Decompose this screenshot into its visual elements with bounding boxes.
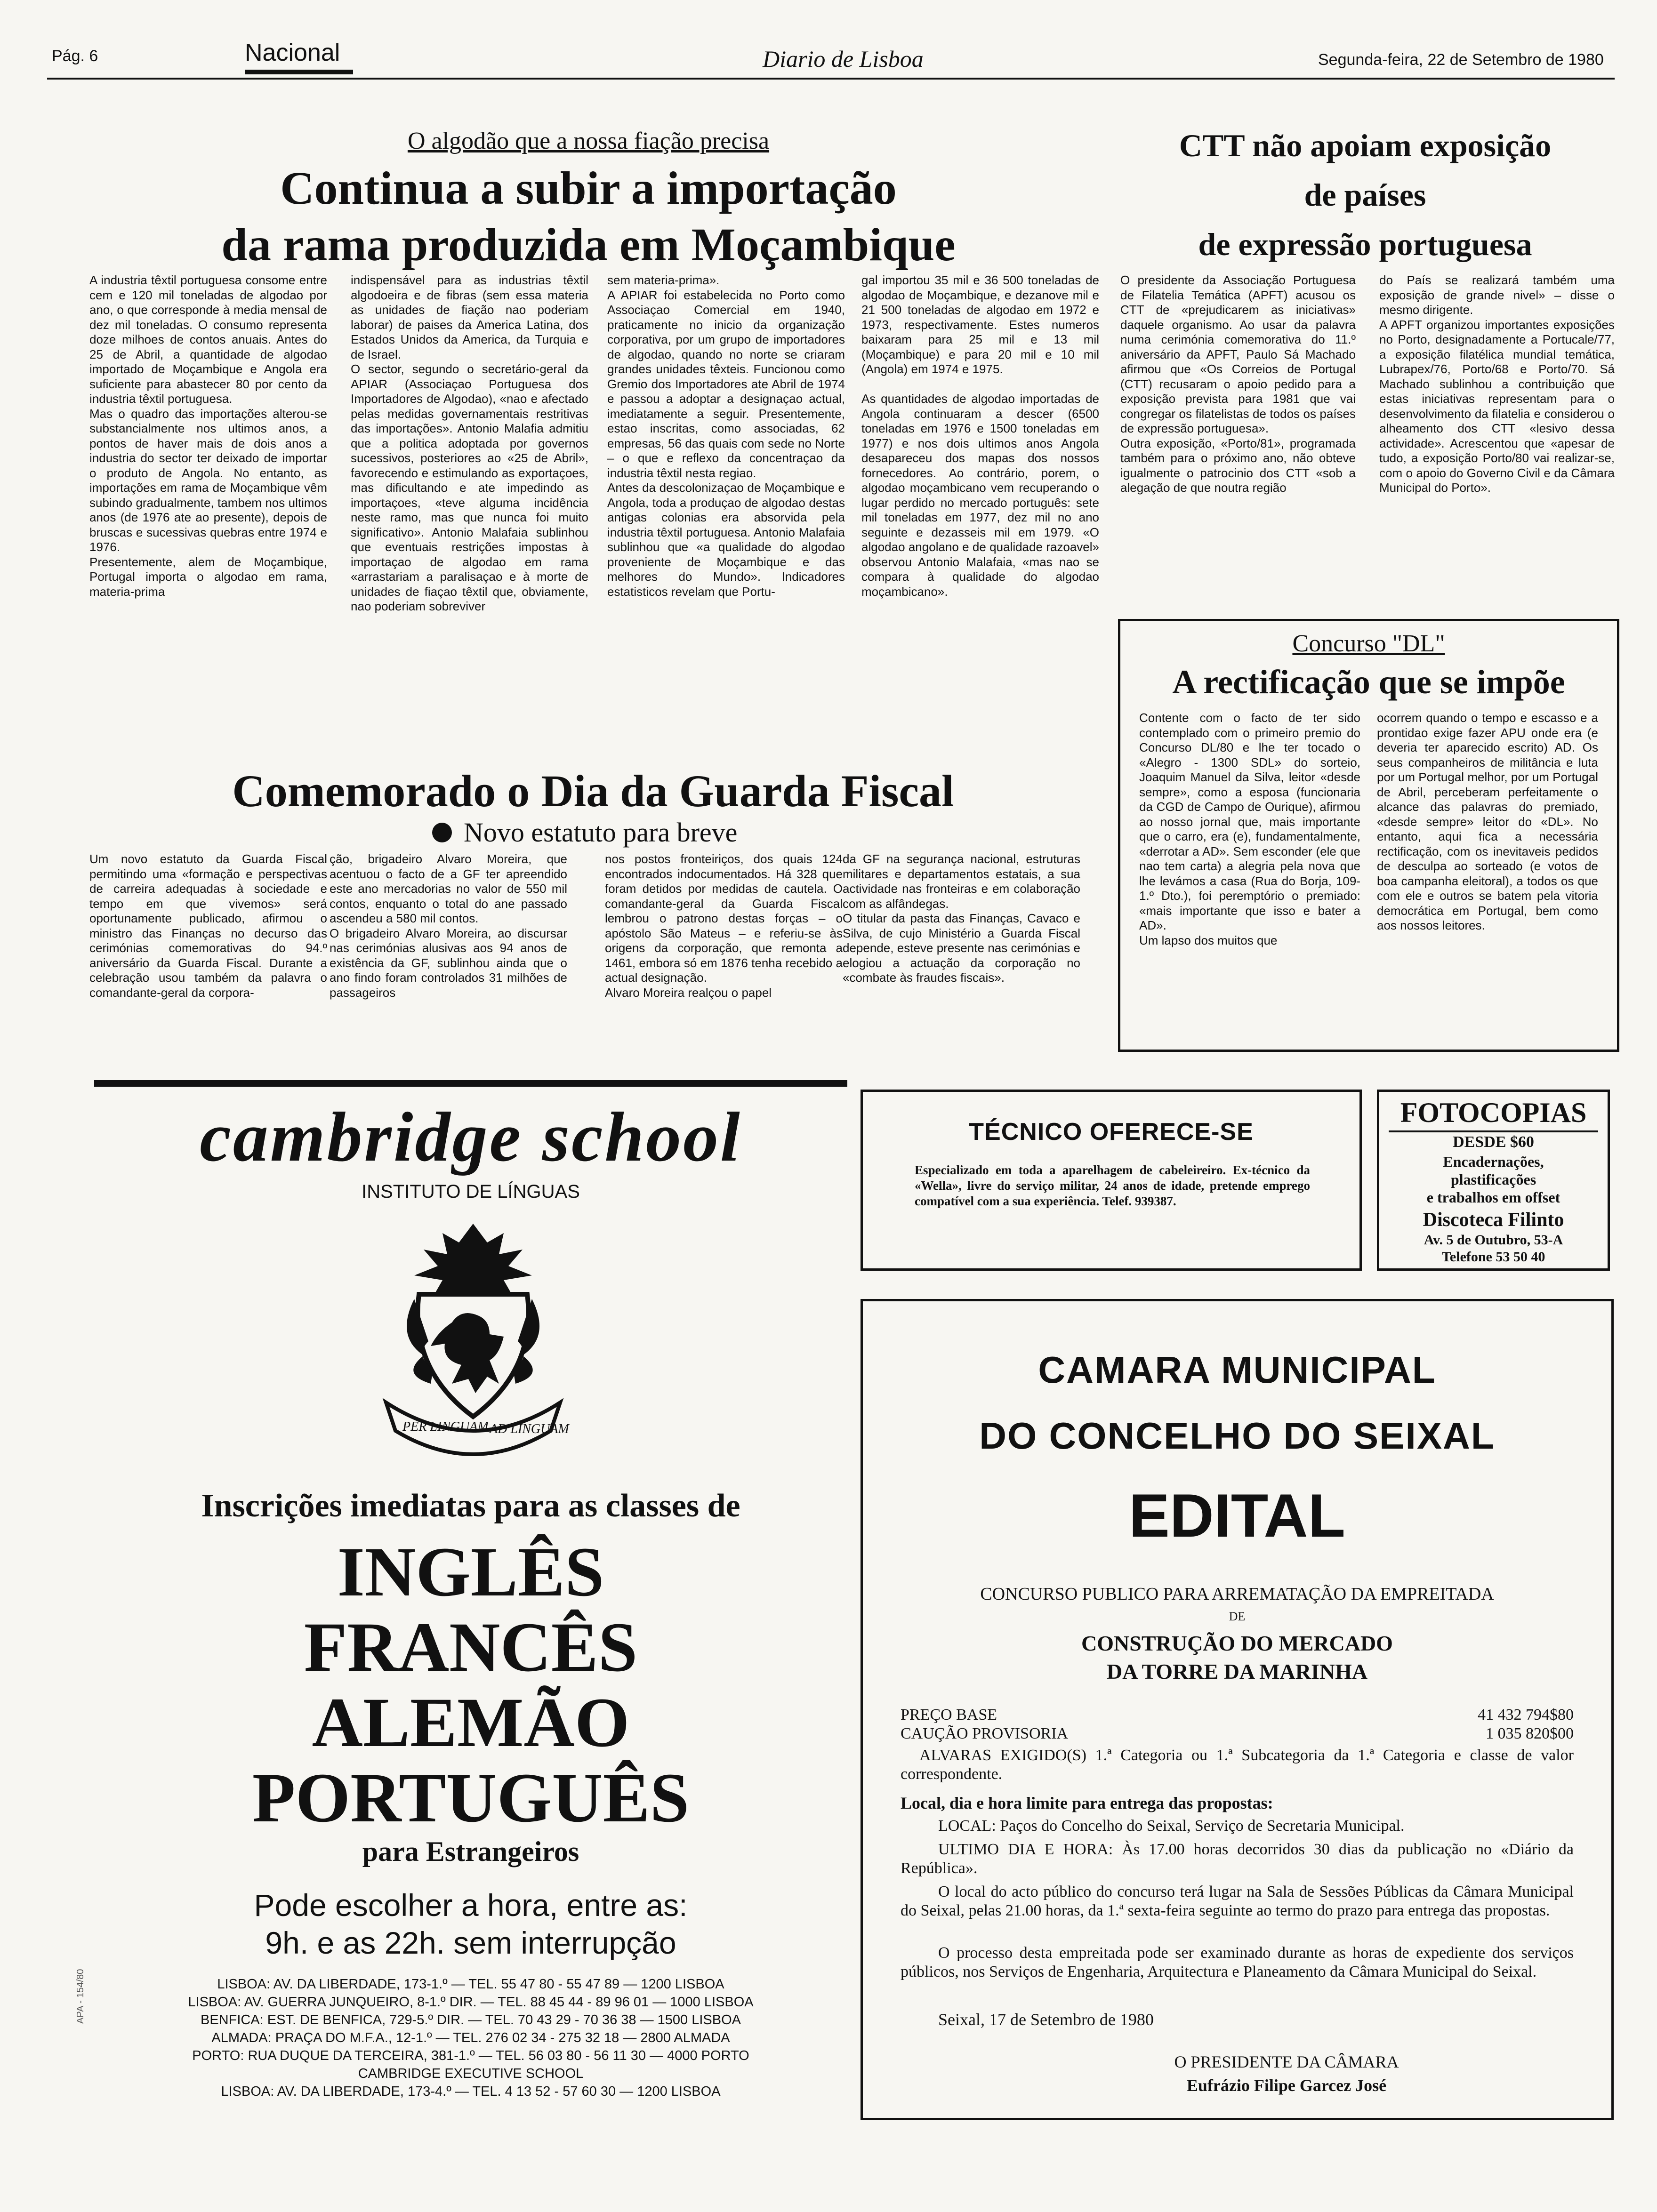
presidente-nome: Eufrázio Filipe Garcez José (1186, 2076, 1387, 2095)
article-column: A industria têxtil portuguesa consome entre cem e 120 mil toneladas de algodao por ano, o que corresponde à media mensal de dez mil toneladas. O consumo representa doze milhoes de contos anuais. Antes do 25 de Abril, a quantidade de algodao importado de Moçambique e Angola era suficiente para abastecer 80 por cento da industria têxtil portuguesa. Mas o quadro das importações alterou-se substancialmente nos ultimos anos, a pontos de haver mais de dois anos a industria do sector ter deixado de importar o produto de Angola. No entanto, as importações em rama de Moçambique vêm subindo gradualmente, tambem nos ultimos anos (de 1976 ate ao presente), depois de bruscas e sucessivas quebras entre 1974 e 1976. Presentemente, alem de Moçambique, Portugal importa o algodao em rama, materia-prima (89, 273, 327, 599)
local: LOCAL: Paços do Concelho do Seixal, Serviço de Secretaria Municipal. (938, 1817, 1405, 1835)
caucao-value: 1 035 820$00 (1486, 1725, 1574, 1742)
language-alemao: ALEMÃO (312, 1683, 630, 1762)
ad-line: e trabalhos em offset (1426, 1189, 1560, 1206)
kicker: O algodão que a nossa fiação precisa (407, 128, 770, 154)
address-line: ALMADA: PRAÇA DO M.F.A., 12-1.º — TEL. 276 02 34 - 275 32 18 — 2800 ALMADA (211, 2030, 730, 2045)
kicker: Concurso "DL" (1292, 630, 1445, 657)
article-column: gal importou 35 mil e 36 500 toneladas de algodao de Moçambique, e dezanove mil e 21 500 toneladas de algodao em 1972 e 1973, respectivamente. Estes numeros baixaram para 25 mil e 13 mil (Moçambique) e para 20 mil e 10 mil (Angola) em 1974 e 1975. As quantidades de algodao importadas de Angola continuaram a descer (6500 toneladas em 1976 e 1500 toneladas em 1977) e nos dois ultimos anos Angola desapareceu dos mapas dos nossos fornecedores. Ao contrário, porem, o algodao moçambicano vem recuperando o lugar perdido no mercado português: sete mil toneladas em 1977, dez mil no ano seguinte e dezasseis mil em 1979. «O algodao angolano e de qualidade razoavel» observou Antonio Malafaia, «mas nao se compara à qualidade do algodao moçambicano». (861, 273, 1099, 599)
local-heading: Local, dia e hora limite para entrega das propostas: (901, 1794, 1273, 1812)
page-number: Pág. 6 (52, 47, 98, 65)
acto: O local do acto público do concurso terá lugar na Sala de Sessões Públicas da Câmara Municipal do Seixal, pelas 21.00 horas, da 1.ª sexta-feira seguinte ao termo do prazo para entrega das propostas. (901, 1883, 1574, 1919)
ad-reference: APA - 154/80 (75, 1969, 86, 2024)
motto-left: PER LINGUAM (402, 1419, 489, 1434)
address-line: PORTO: RUA DUQUE DA TERCEIRA, 381-1.º — TEL. 56 03 80 - 56 11 30 — 4000 PORTO (192, 2048, 749, 2063)
headline: CTT não apoiam exposição (1179, 128, 1552, 163)
school-subtitle: INSTITUTO DE LÍNGUAS (362, 1181, 580, 1202)
section-divider (94, 1080, 847, 1087)
presidente: O PRESIDENTE DA CÂMARA (1174, 2052, 1399, 2071)
article-column: do País se realizará também uma exposição de grande nivel» – disse o mesmo dirigente. A APFT organizou importantes exposições no Porto, designadamente a Portucale/77, a exposição filatélica mundial temática, Lubrapex/76, Porto/68 e Porto/70. Sá Machado sublinhou a contribuição que estas iniciativas representam para o desenvolvimento da filatelia e considerou o alheamento dos CTT «lesivo dessa actividade». Acrescentou que «apesar de tudo, a exposição Porto/80 vai realizar-se, com o apoio do Governo Civil e da Câmara Municipal do Porto». (1379, 273, 1615, 495)
article-column: ção, brigadeiro Alvaro Moreira, que acentuou o facto de a GF ter apreendido este ano mercadorias no valor de 550 mil contos, enquanto o total do ane passado ascendeu a 580 mil contos. O brigadeiro Alvaro Moreira, ao discursar nas cerimónias alusivas aos 94 anos de existência da GF, sublinhou ainda que o ano findo foram controlados 31 milhões de passageiros (330, 852, 567, 1000)
ad-line: plastificações (1450, 1171, 1536, 1188)
concurso-box (1118, 619, 1619, 1052)
ultimo: ULTIMO DIA E HORA: Às 17.00 horas decorridos 30 dias da publicação no «Diário da República». (901, 1841, 1574, 1877)
hours-line-1: Pode escolher a hora, entre as: (254, 1888, 688, 1923)
coat-of-arms-icon (348, 1214, 598, 1478)
edital-data: Seixal, 17 de Setembro de 1980 (938, 2010, 1154, 2029)
edital-obra: CONSTRUÇÃO DO MERCADO (1081, 1631, 1393, 1655)
hours-line-2: 9h. e as 22h. sem interrupção (265, 1925, 676, 1960)
subhead: Novo estatuto para breve (464, 817, 738, 848)
edital-concurso: CONCURSO PUBLICO PARA ARREMATAÇÃO DA EMPREITADA (980, 1584, 1494, 1604)
preco-label: PREÇO BASE (901, 1706, 997, 1723)
address-line: BENFICA: EST. DE BENFICA, 729-5.º DIR. — TEL. 70 43 29 - 70 36 38 — 1500 LISBOA (200, 2012, 741, 2028)
ad-rule (1389, 1130, 1598, 1132)
preco-value: 41 432 794$80 (1478, 1706, 1574, 1723)
edital-de: DE (1229, 1610, 1246, 1623)
processo: O processo desta empreitada pode ser examinado durante as horas de expediente dos serviços públicos, nos Serviços de Engenharia, Arquitectura e Planeamento da Câmara Municipal do Seixal. (901, 1944, 1574, 1980)
headline-line-2: da rama produzida em Moçambique (221, 218, 956, 271)
language-frances: FRANCÊS (304, 1608, 638, 1686)
address-line: LISBOA: AV. GUERRA JUNQUEIRO, 8-1.º DIR. — TEL. 88 45 44 - 89 96 01 — 1000 LISBOA (188, 1995, 754, 2010)
article-column: nos postos fronteiriços, dos quais 124 encontrados indocumentados. Há 328 que foram detidos por medidas de cautela. O comandante-geral da Guarda Fiscal lembrou o patrono destas forças – o apóstolo São Mateus – e referiu-se às origens da corporação, que remonta a 1461, embora só em 1876 tenha recebido a actual designação. Alvaro Moreira realçou o papel (605, 852, 843, 1000)
language-portugues: PORTUGUÊS (252, 1759, 690, 1837)
section-underline (245, 70, 353, 74)
ad-line: Av. 5 de Outubro, 53-A (1424, 1232, 1563, 1248)
article-column: da GF na segurança nacional, estruturas militares e departamentos estatais, a sua actividade nas fronteiras e em colaboração com as alfândegas. O titular da pasta das Finanças, Cavaco e Silva, de cujo Ministério a Guarda Fiscal depende, esteve presente nas cerimónias e elogiou a actuação da corporação no «combate às fraudes fiscais». (843, 852, 1080, 985)
language-portugues-sub: para Estrangeiros (362, 1836, 579, 1867)
issue-date: Segunda-feira, 22 de Setembro de 1980 (1318, 51, 1604, 69)
fotocopias-ad (1377, 1090, 1610, 1271)
bullet-icon (432, 823, 452, 842)
headline: Comemorado o Dia da Guarda Fiscal (232, 766, 954, 816)
section-name: Nacional (245, 39, 340, 66)
article-column: sem materia-prima». A APIAR foi estabelecida no Porto como Associaçao Comercial em 1940, praticamente no inicio da organização corporativa, por um grupo de importadores de algodao, quando no norte se criaram grandes unidades têxteis. Funcionou como Gremio dos Importadores ate Abril de 1974 e passou a adoptar a designaçao actual, imediatamente a seguir. Presentemente, estao inscritas, como associadas, 62 empresas, 56 das quais com sede no Norte – o que e reflexo da concentraçao da industria têxtil nesta regiao. Antes da descolonizaçao de Moçambique e Angola, toda a produçao de algodao destas antigas colonias era absorvida pela industria têxtil portuguesa. Antonio Malafaia sublinhou que «a qualidade do algodao proveniente de Moçambique e das melhores do Mundo». Indicadores estatisticos revelam que Portu- (607, 273, 845, 599)
article-column: indispensável para as industrias têxtil algodoeira e de fibras (sem essa materia as unidades de fiação nao poderiam laborar) de paises da America Latina, dos Estados Unidos da America, da Turquia e de Israel. O sector, segundo o secretário-geral da APIAR (Associaçao Portuguesa dos Importadores de Algodao), «nao e afectado pelas medidas governamentais restritivas das importações». Antonio Malafia admitiu que a politica adoptada por governos sucessivos, posteriores ao «25 de Abril», favorecendo e estimulando as exportaçoes, mas dificultando e ate impedindo as importaçoes, «teve alguma incidência neste ramo, mas que nunca foi muito significativo». Antonio Malafaia sublinhou que eventuais restrições impostas à importaçao de algodao em rama «arrastariam a paralisaçao e à morte de unidades de fiaçao têxtil que, obviamente, nao poderiam sobreviver (351, 273, 588, 613)
edital-title-main: EDITAL (1129, 1481, 1345, 1550)
ad-line: DESDE $60 (1453, 1133, 1534, 1151)
school-name: cambridge school (200, 1098, 742, 1176)
ad-text: Especializado em toda a aparelhagem de cabeleireiro. Ex-técnico da «Wella», livre do serviço militar, 24 anos de idade, pretende emprego compatível com a sua experiência. Telef. 939387. (915, 1163, 1310, 1208)
edital-title: DO CONCELHO DO SEIXAL (979, 1415, 1495, 1457)
caucao-label: CAUÇÃO PROVISORIA (901, 1725, 1069, 1742)
tecnico-ad (861, 1090, 1362, 1271)
headline: A rectificação que se impõe (1172, 663, 1565, 701)
edital-notice (861, 1299, 1614, 2120)
address-line: LISBOA: AV. DA LIBERDADE, 173-1.º — TEL. 55 47 80 - 55 47 89 — 1200 LISBOA (217, 1977, 724, 1992)
ad-title: FOTOCOPIAS (1400, 1097, 1587, 1128)
header-rule (47, 78, 1615, 80)
alvaras: ALVARAS EXIGIDO(S) 1.ª Categoria ou 1.ª Subcategoria da 1.ª Categoria e classe de valor correspondente. (901, 1747, 1574, 1783)
address-line: LISBOA: AV. DA LIBERDADE, 173-4.º — TEL. 4 13 52 - 57 60 30 — 1200 LISBOA (221, 2084, 721, 2099)
edital-obra: DA TORRE DA MARINHA (1106, 1659, 1368, 1683)
article-column: O presidente da Associação Portuguesa de Filatelia Temática (APFT) acusou os CTT de «prejudicarem as iniciativas» daquele organismo. Ao usar da palavra numa cerimónia comemorativa do 11.º aniversário da APFT, Paulo Sá Machado afirmou que «Os Correios de Portugal (CTT) recusaram o apoio pedido para a exposição prevista para 1981 que vai congregar os filatelistas de todos os países de expressão portuguesa». Outra exposição, «Porto/81», programada também para o próximo ano, não obteve igualmente o patrocinio dos CTT «sob a alegação de que noutra região (1120, 273, 1356, 495)
headline-line-2: de países (1304, 177, 1426, 213)
ad-line: Encadernações, (1443, 1153, 1544, 1170)
headline: Continua a subir a importação (280, 162, 897, 214)
article-column: ocorrem quando o tempo e escasso e a prontidao exige fazer APU onde era (e deveria ter aparecido escrito) AD. Os seus companheiros de militância e luta por um Portugal melhor, por um Portugal de Abril, perceberam perfeitamente o alcance das palavras do premiado, «desde sempre» leitor do «DL». No entanto, aqui fica a necessária rectificação, com os inevitaveis pedidos de desculpa ao sorteado (e votos de boa campanha eleitoral), a todos os que com ele e outros se batem pela vitoria democrática em Portugal, bem como aos nossos leitores. (1377, 711, 1598, 932)
address-line: CAMBRIDGE EXECUTIVE SCHOOL (358, 2066, 584, 2081)
headline-line-3: de expressão portuguesa (1198, 226, 1532, 262)
article-column: Contente com o facto de ter sido contemplado com o primeiro premio do Concurso DL/80 e lhe ter tocado o «Alegro - 1300 SDL» do sorteio, Joaquim Manuel da Silva, leitor «desde sempre», como a esposa (funcionaria da CGD de Campo de Ourique), afirmou ao nosso jornal que, mais importante que o carro, era (e), fundamentalmente, «derrotar a AD». Sem esconder (ele que nao tem carta) a alegria pela nova que lhe levámos a casa (Rua do Borja, 109-1.º Dto.), foi peremptório o premiado: «mais importante que isso e bater a AD». Um lapso dos muitos que (1139, 711, 1360, 947)
motto-right: AD LINGUAM (490, 1422, 569, 1436)
ad-title: TÉCNICO OFERECE-SE (969, 1118, 1254, 1146)
cta: Inscrições imediatas para as classes de (201, 1488, 740, 1524)
masthead: Diario de Lisboa (763, 46, 924, 72)
ad-line: Discoteca Filinto (1423, 1209, 1564, 1231)
article-column: Um novo estatuto da Guarda Fiscal permitindo uma «formação e perspectivas de carreira adequadas à sociedade e tempo em que vivemos» será oportunamente publicado, afirmou o ministro das Finanças no decurso das cerimónias comemorativas do 94.º aniversário da Guarda Fiscal. Durante a celebração usou também da palavra o comandante-geral da corpora- (89, 852, 327, 1000)
ad-line: Telefone 53 50 40 (1441, 1249, 1545, 1265)
language-ingles: INGLÊS (337, 1533, 604, 1611)
edital-title: CAMARA MUNICIPAL (1038, 1349, 1436, 1391)
